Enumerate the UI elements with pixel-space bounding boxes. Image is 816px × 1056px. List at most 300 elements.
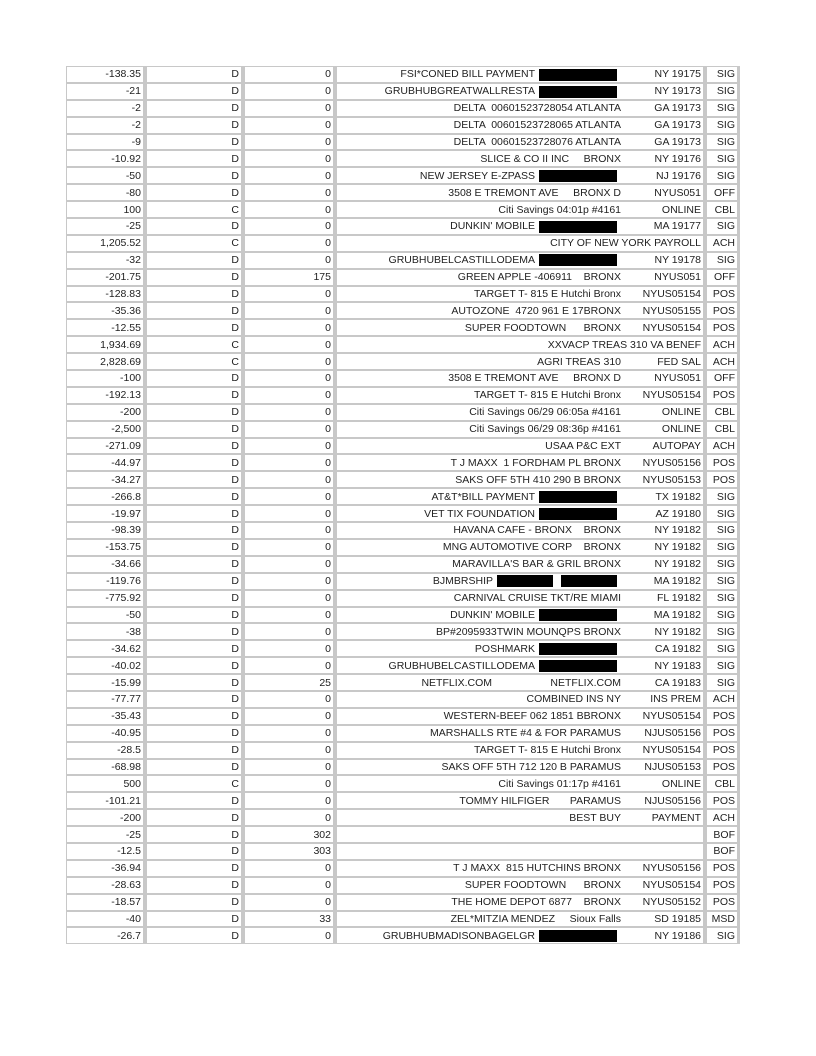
type-cell: D bbox=[146, 252, 244, 269]
code-cell: SIG bbox=[706, 505, 740, 522]
table-row bbox=[66, 826, 740, 843]
description-text: POSHMARK bbox=[474, 642, 535, 655]
amount-cell: -18.57 bbox=[66, 894, 146, 911]
description-text: GRUBHUBGREATWALLRESTA bbox=[384, 85, 535, 98]
type-cell: D bbox=[146, 911, 244, 928]
description-cell bbox=[336, 657, 706, 674]
number-cell: 0 bbox=[244, 505, 336, 522]
description-text: MNG AUTOMOTIVE CORP BRONX bbox=[442, 541, 621, 554]
table-row bbox=[66, 370, 740, 387]
table-row bbox=[66, 100, 740, 117]
table-row bbox=[66, 691, 740, 708]
amount-cell: -128.83 bbox=[66, 286, 146, 303]
code-cell: ACH bbox=[706, 353, 740, 370]
number-cell: 0 bbox=[244, 607, 336, 624]
amount-cell: -21 bbox=[66, 83, 146, 100]
table-row bbox=[66, 674, 740, 691]
code-cell: POS bbox=[706, 454, 740, 471]
location-text: NYUS05154 bbox=[642, 321, 701, 334]
type-cell: D bbox=[146, 657, 244, 674]
number-cell: 0 bbox=[244, 438, 336, 455]
amount-cell: -35.36 bbox=[66, 302, 146, 319]
location-text: NYUS051 bbox=[654, 372, 701, 385]
table-row bbox=[66, 539, 740, 556]
type-cell: D bbox=[146, 66, 244, 83]
amount-cell: -9 bbox=[66, 134, 146, 151]
description-cell bbox=[336, 775, 706, 792]
code-cell: POS bbox=[706, 725, 740, 742]
table-row bbox=[66, 218, 740, 235]
description-text: AT&T*BILL PAYMENT bbox=[431, 490, 535, 503]
amount-cell: -15.99 bbox=[66, 674, 146, 691]
location-text: NY 19175 bbox=[654, 68, 701, 81]
redaction-box bbox=[497, 575, 553, 587]
number-cell: 0 bbox=[244, 894, 336, 911]
redaction-box bbox=[539, 660, 617, 672]
redaction-box bbox=[539, 254, 617, 266]
table-row bbox=[66, 83, 740, 100]
code-cell: CBL bbox=[706, 201, 740, 218]
description-text: MARAVILLA'S BAR & GRIL BRONX bbox=[452, 558, 621, 571]
location-text: MA 19182 bbox=[653, 608, 701, 621]
amount-cell: -50 bbox=[66, 167, 146, 184]
location-text: NYUS051 bbox=[654, 271, 701, 284]
amount-cell: -35.43 bbox=[66, 708, 146, 725]
description-cell bbox=[336, 759, 706, 776]
code-cell: ACH bbox=[706, 809, 740, 826]
table-row bbox=[66, 488, 740, 505]
type-cell: D bbox=[146, 488, 244, 505]
code-cell: POS bbox=[706, 759, 740, 776]
table-row bbox=[66, 590, 740, 607]
redaction-box bbox=[539, 491, 617, 503]
table-row bbox=[66, 640, 740, 657]
description-cell bbox=[336, 708, 706, 725]
description-text: GRUBHUBMADISONBAGELGR bbox=[382, 929, 535, 942]
code-cell: SIG bbox=[706, 218, 740, 235]
type-cell: D bbox=[146, 454, 244, 471]
redaction-box bbox=[539, 643, 617, 655]
code-cell: SIG bbox=[706, 607, 740, 624]
table-row bbox=[66, 471, 740, 488]
number-cell: 25 bbox=[244, 674, 336, 691]
table-row bbox=[66, 607, 740, 624]
location-text: AUTOPAY bbox=[652, 440, 701, 453]
amount-cell: -12.5 bbox=[66, 843, 146, 860]
location-text: NYUS05152 bbox=[642, 896, 701, 909]
type-cell: D bbox=[146, 759, 244, 776]
location-text: CA 19182 bbox=[654, 642, 701, 655]
amount-cell: -2 bbox=[66, 117, 146, 134]
location-text: NYUS05155 bbox=[642, 304, 701, 317]
table-row bbox=[66, 792, 740, 809]
location-text: NJUS05156 bbox=[644, 794, 701, 807]
description-cell bbox=[336, 505, 706, 522]
description-text: TOMMY HILFIGER PARAMUS bbox=[459, 794, 621, 807]
code-cell: SIG bbox=[706, 117, 740, 134]
location-text: NYUS05154 bbox=[642, 744, 701, 757]
location-text: CA 19183 bbox=[654, 676, 701, 689]
description-text: AUTOZONE 4720 961 E 17BRONX bbox=[451, 304, 621, 317]
description-text: Citi Savings 04:01p #4161 bbox=[498, 203, 621, 216]
table-row bbox=[66, 302, 740, 319]
table-row bbox=[66, 860, 740, 877]
type-cell: D bbox=[146, 590, 244, 607]
code-cell: ACH bbox=[706, 336, 740, 353]
description-cell bbox=[336, 150, 706, 167]
description-cell bbox=[336, 336, 706, 353]
description-text: ZEL*MITZIA MENDEZ Sioux Falls bbox=[450, 912, 621, 925]
location-text: MA 19177 bbox=[653, 220, 701, 233]
table-row bbox=[66, 556, 740, 573]
number-cell: 0 bbox=[244, 201, 336, 218]
code-cell: SIG bbox=[706, 100, 740, 117]
table-row bbox=[66, 286, 740, 303]
number-cell: 175 bbox=[244, 269, 336, 286]
code-cell: BOF bbox=[706, 843, 740, 860]
number-cell: 0 bbox=[244, 556, 336, 573]
description-text: DUNKIN' MOBILE bbox=[450, 220, 535, 233]
amount-cell: -10.92 bbox=[66, 150, 146, 167]
description-cell bbox=[336, 252, 706, 269]
description-cell bbox=[336, 488, 706, 505]
type-cell: D bbox=[146, 134, 244, 151]
number-cell: 0 bbox=[244, 286, 336, 303]
type-cell: D bbox=[146, 438, 244, 455]
amount-cell: -101.21 bbox=[66, 792, 146, 809]
code-cell: OFF bbox=[706, 269, 740, 286]
amount-cell: -34.62 bbox=[66, 640, 146, 657]
description-cell bbox=[336, 167, 706, 184]
code-cell: POS bbox=[706, 708, 740, 725]
location-text: NY 19182 bbox=[654, 625, 701, 638]
description-text: GREEN APPLE -406911 BRONX bbox=[457, 271, 621, 284]
code-cell: CBL bbox=[706, 404, 740, 421]
type-cell: D bbox=[146, 269, 244, 286]
number-cell: 0 bbox=[244, 454, 336, 471]
description-text: SLICE & CO II INC BRONX bbox=[480, 152, 621, 165]
number-cell: 0 bbox=[244, 809, 336, 826]
description-cell bbox=[336, 590, 706, 607]
code-cell: POS bbox=[706, 894, 740, 911]
number-cell: 0 bbox=[244, 691, 336, 708]
code-cell: ACH bbox=[706, 235, 740, 252]
description-cell bbox=[336, 269, 706, 286]
type-cell: D bbox=[146, 860, 244, 877]
number-cell: 303 bbox=[244, 843, 336, 860]
number-cell: 0 bbox=[244, 100, 336, 117]
number-cell: 0 bbox=[244, 235, 336, 252]
description-text: 3508 E TREMONT AVE BRONX D bbox=[448, 186, 621, 199]
number-cell: 0 bbox=[244, 623, 336, 640]
description-cell bbox=[336, 843, 706, 860]
type-cell: D bbox=[146, 607, 244, 624]
type-cell: C bbox=[146, 353, 244, 370]
code-cell: POS bbox=[706, 387, 740, 404]
type-cell: D bbox=[146, 640, 244, 657]
description-cell bbox=[336, 556, 706, 573]
amount-cell: -26.7 bbox=[66, 927, 146, 944]
type-cell: D bbox=[146, 725, 244, 742]
description-text: SUPER FOODTOWN BRONX bbox=[464, 321, 621, 334]
code-cell: CBL bbox=[706, 775, 740, 792]
description-text: HAVANA CAFE - BRONX BRONX bbox=[453, 524, 621, 537]
type-cell: D bbox=[146, 302, 244, 319]
amount-cell: -44.97 bbox=[66, 454, 146, 471]
table-row bbox=[66, 66, 740, 83]
code-cell: POS bbox=[706, 302, 740, 319]
number-cell: 0 bbox=[244, 488, 336, 505]
location-text: NY 19182 bbox=[654, 558, 701, 571]
location-text: NY 19178 bbox=[654, 254, 701, 267]
table-row bbox=[66, 759, 740, 776]
code-cell: SIG bbox=[706, 150, 740, 167]
type-cell: D bbox=[146, 421, 244, 438]
table-row bbox=[66, 134, 740, 151]
number-cell: 0 bbox=[244, 150, 336, 167]
table-row bbox=[66, 657, 740, 674]
description-text: BP#2095933TWIN MOUNQPS BRONX bbox=[436, 625, 621, 638]
location-text: MA 19182 bbox=[653, 575, 701, 588]
redaction-box bbox=[539, 69, 617, 81]
description-text: NEW JERSEY E-ZPASS bbox=[419, 169, 535, 182]
description-cell bbox=[336, 286, 706, 303]
location-text: ONLINE bbox=[661, 406, 701, 419]
code-cell: POS bbox=[706, 286, 740, 303]
amount-cell: -40.02 bbox=[66, 657, 146, 674]
description-text: CITY OF NEW YORK PAYROLL bbox=[550, 237, 701, 250]
description-cell bbox=[336, 809, 706, 826]
description-text: SAKS OFF 5TH 410 290 B BRONX bbox=[455, 473, 621, 486]
number-cell: 0 bbox=[244, 792, 336, 809]
description-cell bbox=[336, 134, 706, 151]
table-row bbox=[66, 150, 740, 167]
number-cell: 0 bbox=[244, 353, 336, 370]
number-cell: 0 bbox=[244, 319, 336, 336]
amount-cell: -38 bbox=[66, 623, 146, 640]
type-cell: D bbox=[146, 167, 244, 184]
amount-cell: -775.92 bbox=[66, 590, 146, 607]
table-row bbox=[66, 117, 740, 134]
redaction-box bbox=[539, 609, 617, 621]
code-cell: SIG bbox=[706, 252, 740, 269]
table-row bbox=[66, 421, 740, 438]
number-cell: 0 bbox=[244, 252, 336, 269]
description-text: Citi Savings 01:17p #4161 bbox=[498, 777, 621, 790]
amount-cell: -36.94 bbox=[66, 860, 146, 877]
description-cell bbox=[336, 640, 706, 657]
location-text: FED SAL bbox=[657, 355, 701, 368]
number-cell: 0 bbox=[244, 640, 336, 657]
amount-cell: -77.77 bbox=[66, 691, 146, 708]
table-row bbox=[66, 809, 740, 826]
table-row bbox=[66, 927, 740, 944]
location-text: SD 19185 bbox=[654, 912, 701, 925]
description-cell bbox=[336, 894, 706, 911]
amount-cell: -50 bbox=[66, 607, 146, 624]
code-cell: OFF bbox=[706, 184, 740, 201]
amount-cell: -200 bbox=[66, 404, 146, 421]
number-cell: 0 bbox=[244, 336, 336, 353]
type-cell: D bbox=[146, 471, 244, 488]
description-text: GRUBHUBELCASTILLODEMA bbox=[388, 659, 535, 672]
description-text: SUPER FOODTOWN BRONX bbox=[464, 879, 621, 892]
type-cell: D bbox=[146, 150, 244, 167]
code-cell: POS bbox=[706, 792, 740, 809]
redaction-box bbox=[539, 508, 617, 520]
number-cell: 0 bbox=[244, 117, 336, 134]
amount-cell: -138.35 bbox=[66, 66, 146, 83]
description-cell bbox=[336, 387, 706, 404]
description-text: VET TIX FOUNDATION bbox=[424, 507, 535, 520]
amount-cell: -98.39 bbox=[66, 522, 146, 539]
location-text: NJ 19176 bbox=[656, 169, 701, 182]
table-row bbox=[66, 319, 740, 336]
amount-cell: -153.75 bbox=[66, 539, 146, 556]
description-cell bbox=[336, 218, 706, 235]
amount-cell: -200 bbox=[66, 809, 146, 826]
description-cell bbox=[336, 66, 706, 83]
amount-cell: -12.55 bbox=[66, 319, 146, 336]
code-cell: CBL bbox=[706, 421, 740, 438]
type-cell: D bbox=[146, 826, 244, 843]
description-text: COMBINED INS NY bbox=[526, 693, 621, 706]
location-text: NY 19176 bbox=[654, 152, 701, 165]
description-cell bbox=[336, 302, 706, 319]
type-cell: C bbox=[146, 775, 244, 792]
location-text: ONLINE bbox=[661, 777, 701, 790]
code-cell: BOF bbox=[706, 826, 740, 843]
number-cell: 0 bbox=[244, 302, 336, 319]
description-cell bbox=[336, 404, 706, 421]
amount-cell: -40 bbox=[66, 911, 146, 928]
amount-cell: -271.09 bbox=[66, 438, 146, 455]
amount-cell: -100 bbox=[66, 370, 146, 387]
code-cell: OFF bbox=[706, 370, 740, 387]
description-text: DELTA 00601523728054 ATLANTA bbox=[453, 102, 621, 115]
table-row bbox=[66, 843, 740, 860]
amount-cell: -25 bbox=[66, 826, 146, 843]
type-cell: D bbox=[146, 184, 244, 201]
number-cell: 0 bbox=[244, 539, 336, 556]
table-row bbox=[66, 184, 740, 201]
description-text: BJMBRSHIP bbox=[432, 575, 493, 588]
type-cell: D bbox=[146, 927, 244, 944]
code-cell: SIG bbox=[706, 556, 740, 573]
description-cell bbox=[336, 623, 706, 640]
table-row bbox=[66, 336, 740, 353]
number-cell: 0 bbox=[244, 66, 336, 83]
description-cell bbox=[336, 725, 706, 742]
type-cell: D bbox=[146, 691, 244, 708]
table-row bbox=[66, 454, 740, 471]
type-cell: D bbox=[146, 623, 244, 640]
description-cell bbox=[336, 927, 706, 944]
amount-cell: -32 bbox=[66, 252, 146, 269]
location-text: NYUS05154 bbox=[642, 710, 701, 723]
description-cell bbox=[336, 860, 706, 877]
type-cell: D bbox=[146, 404, 244, 421]
location-text: FL 19182 bbox=[657, 592, 701, 605]
number-cell: 0 bbox=[244, 421, 336, 438]
location-text: NYUS05153 bbox=[642, 473, 701, 486]
description-cell bbox=[336, 421, 706, 438]
table-row bbox=[66, 353, 740, 370]
description-text: SAKS OFF 5TH 712 120 B PARAMUS bbox=[441, 760, 621, 773]
code-cell: SIG bbox=[706, 488, 740, 505]
description-cell bbox=[336, 877, 706, 894]
location-text: NY 19186 bbox=[654, 929, 701, 942]
location-text: GA 19173 bbox=[654, 119, 701, 132]
description-text: 3508 E TREMONT AVE BRONX D bbox=[448, 372, 621, 385]
number-cell: 0 bbox=[244, 404, 336, 421]
table-row bbox=[66, 725, 740, 742]
description-text: DELTA 00601523728065 ATLANTA bbox=[453, 119, 621, 132]
number-cell: 0 bbox=[244, 471, 336, 488]
description-cell bbox=[336, 674, 706, 691]
location-text: NYUS05154 bbox=[642, 389, 701, 402]
code-cell: SIG bbox=[706, 66, 740, 83]
type-cell: D bbox=[146, 894, 244, 911]
location-text: NYUS05154 bbox=[642, 288, 701, 301]
number-cell: 0 bbox=[244, 184, 336, 201]
number-cell: 0 bbox=[244, 927, 336, 944]
amount-cell: 100 bbox=[66, 201, 146, 218]
location-text: ONLINE bbox=[661, 203, 701, 216]
number-cell: 0 bbox=[244, 657, 336, 674]
code-cell: POS bbox=[706, 860, 740, 877]
redaction-box bbox=[539, 170, 617, 182]
code-cell: ACH bbox=[706, 691, 740, 708]
number-cell: 0 bbox=[244, 725, 336, 742]
type-cell: D bbox=[146, 522, 244, 539]
code-cell: SIG bbox=[706, 167, 740, 184]
number-cell: 0 bbox=[244, 370, 336, 387]
table-row bbox=[66, 269, 740, 286]
redaction-box bbox=[539, 221, 617, 233]
number-cell: 0 bbox=[244, 708, 336, 725]
code-cell: POS bbox=[706, 319, 740, 336]
table-row bbox=[66, 775, 740, 792]
description-cell bbox=[336, 201, 706, 218]
type-cell: D bbox=[146, 674, 244, 691]
type-cell: D bbox=[146, 573, 244, 590]
amount-cell: -80 bbox=[66, 184, 146, 201]
code-cell: SIG bbox=[706, 927, 740, 944]
location-text: NY 19173 bbox=[654, 85, 701, 98]
description-cell bbox=[336, 454, 706, 471]
type-cell: D bbox=[146, 792, 244, 809]
description-cell bbox=[336, 319, 706, 336]
location-text: NY 19182 bbox=[654, 524, 701, 537]
description-text: FSI*CONED BILL PAYMENT bbox=[400, 68, 535, 81]
table-row bbox=[66, 573, 740, 590]
location-text: ONLINE bbox=[661, 423, 701, 436]
number-cell: 0 bbox=[244, 167, 336, 184]
amount-cell: -201.75 bbox=[66, 269, 146, 286]
location-text: GA 19173 bbox=[654, 102, 701, 115]
number-cell: 0 bbox=[244, 387, 336, 404]
number-cell: 33 bbox=[244, 911, 336, 928]
description-text: TARGET T- 815 E Hutchi Bronx bbox=[473, 288, 621, 301]
type-cell: D bbox=[146, 539, 244, 556]
description-cell bbox=[336, 792, 706, 809]
description-cell bbox=[336, 522, 706, 539]
description-cell bbox=[336, 184, 706, 201]
amount-cell: 2,828.69 bbox=[66, 353, 146, 370]
amount-cell: 1,205.52 bbox=[66, 235, 146, 252]
type-cell: D bbox=[146, 370, 244, 387]
